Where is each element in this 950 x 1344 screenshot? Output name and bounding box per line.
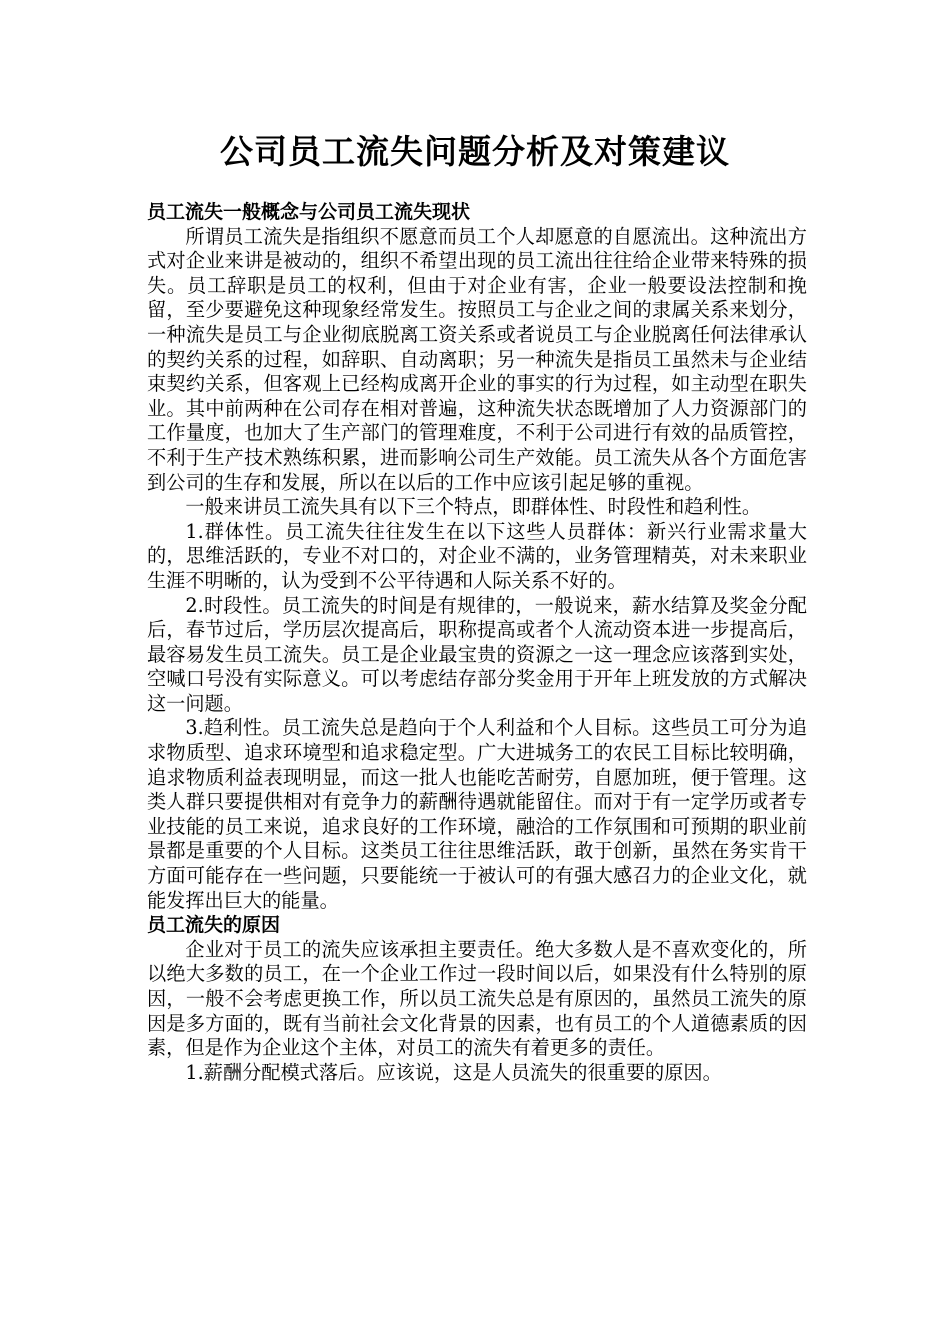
paragraph: 2.时段性。员工流失的时间是有规律的，一般说来，薪水结算及奖金分配后，春节过后，学历层次提高后，职称提高或者个人流动资本进一步提高后，最容易发生员工流失。员工是企业最宝贵的资源之一这一理念应该落到实处，空喊口号没有实际意义。可以考虑结存部分奖金用于开年上班发放的方式解决这一问题。 xyxy=(147,593,807,715)
paragraph: 企业对于员工的流失应该承担主要责任。绝大多数人是不喜欢变化的，所以绝大多数的员工，在一个企业工作过一段时间以后，如果没有什么特别的原因，一般不会考虑更换工作，所以员工流失总是有原因的，虽然员工流失的原因是多方面的，既有当前社会文化背景的因素，也有员工的个人道德素质的因素，但是作为企业这个主体，对员工的流失有着更多的责任。 xyxy=(147,937,807,1060)
document-title: 公司员工流失问题分析及对策建议 xyxy=(220,132,730,171)
document-body xyxy=(147,200,807,1085)
section-heading: 员工流失一般概念与公司员工流失现状 xyxy=(147,201,471,223)
paragraph: 1.群体性。员工流失往往发生在以下这些人员群体：新兴行业需求量大的，思维活跃的，专业不对口的，对企业不满的，业务管理精英，对未来职业生涯不明晰的，认为受到不公平待遇和人际关系不好的。 xyxy=(147,519,807,592)
section-heading: 员工流失的原因 xyxy=(147,914,281,937)
paragraph: 一般来讲员工流失具有以下三个特点，即群体性、时段性和趋利性。 xyxy=(185,495,762,519)
paragraph: 1.薪酬分配模式落后。应该说，这是人员流失的很重要的原因。 xyxy=(185,1060,722,1084)
paragraph: 3.趋利性。员工流失总是趋向于个人利益和个人目标。这些员工可分为追求物质型、追求环境型和追求稳定型。广大进城务工的农民工目标比较明确，追求物质利益表现明显，而这一批人也能吃苦耐劳，自愿加班，便于管理。这类人群只要提供相对有竞争力的薪酬待遇就能留住。而对于有一定学历或者专业技能的员工来说，追求良好的工作环境，融洽的工作氛围和可预期的职业前景都是重要的个人目标。这类员工往往思维活跃，敢于创新，虽然在务实肯干方面可能存在一些问题，只要能统一于被认可的有强大感召力的企业文化，就能发挥出巨大的能量。 xyxy=(147,716,807,912)
paragraph: 所谓员工流失是指组织不愿意而员工个人却愿意的自愿流出。这种流出方式对企业来讲是被动的，组织不希望出现的员工流出往往给企业带来特殊的损失。员工辞职是员工的权利，但由于对企业有害，企业一般要设法控制和挽留，至少要避免这种现象经常发生。按照员工与企业之间的隶属关系来划分，一种流失是员工与企业彻底脱离工资关系或者说员工与企业脱离任何法律承认的契约关系的过程，如辞职、自动离职；另一种流失是指员工虽然未与企业结束契约关系，但客观上已经构成离开企业的事实的行为过程，如主动型在职失业。其中前两种在公司存在相对普遍，这种流失状态既增加了人力资源部门的工作量度，也加大了生产部门的管理难度，不利于公司进行有效的品质管控，不利于生产技术熟练积累，进而影响公司生产效能。员工流失从各个方面危害到公司的生存和发展，所以在以后的工作中应该引起足够的重视。 xyxy=(147,224,807,494)
